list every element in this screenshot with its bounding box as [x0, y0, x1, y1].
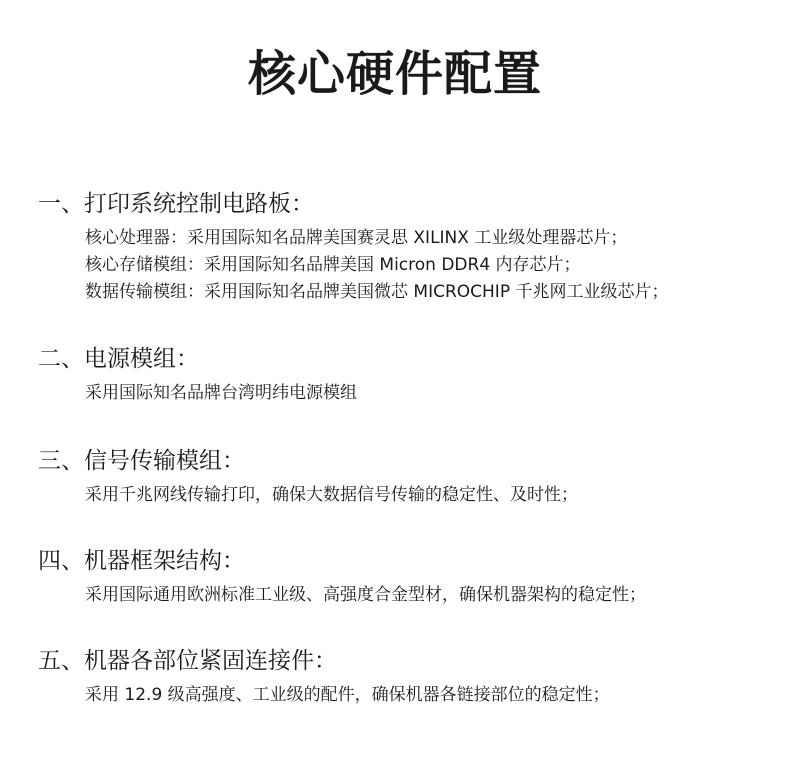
section-line: 采用千兆网线传输打印，确保大数据信号传输的稳定性、及时性； — [85, 485, 578, 505]
section-heading: 三、信号传输模组： — [38, 448, 245, 474]
section-body — [85, 582, 778, 609]
section-heading: 二、电源模组： — [38, 346, 199, 372]
section-fasteners — [38, 645, 778, 709]
section-line: 核心存储模组：采用国际知名品牌美国 Micron DDR4 内存芯片； — [85, 255, 581, 275]
section-heading: 四、机器框架结构： — [38, 548, 245, 574]
section-line: 采用国际知名品牌台湾明纬电源模组 — [85, 383, 357, 403]
section-heading: 一、打印系统控制电路板： — [38, 191, 314, 217]
section-body — [85, 380, 778, 407]
section-frame-structure — [38, 545, 778, 609]
section-control-board — [38, 188, 778, 306]
page-title: 核心硬件配置 — [247, 46, 542, 102]
section-body — [85, 682, 778, 709]
section-line: 数据传输模组：采用国际知名品牌美国微芯 MICROCHIP 千兆网工业级芯片； — [85, 282, 669, 302]
section-line: 核心处理器：采用国际知名品牌美国赛灵思 XILINX 工业级处理器芯片； — [85, 228, 628, 248]
section-line: 采用国际通用欧洲标准工业级、高强度合金型材，确保机器架构的稳定性； — [85, 585, 646, 605]
section-signal-module — [38, 445, 778, 509]
section-power-module — [38, 343, 778, 407]
section-body — [85, 225, 778, 306]
section-line: 采用 12.9 级高强度、工业级的配件，确保机器各链接部位的稳定性； — [85, 685, 610, 705]
section-heading: 五、机器各部位紧固连接件： — [38, 648, 337, 674]
section-body — [85, 482, 778, 509]
